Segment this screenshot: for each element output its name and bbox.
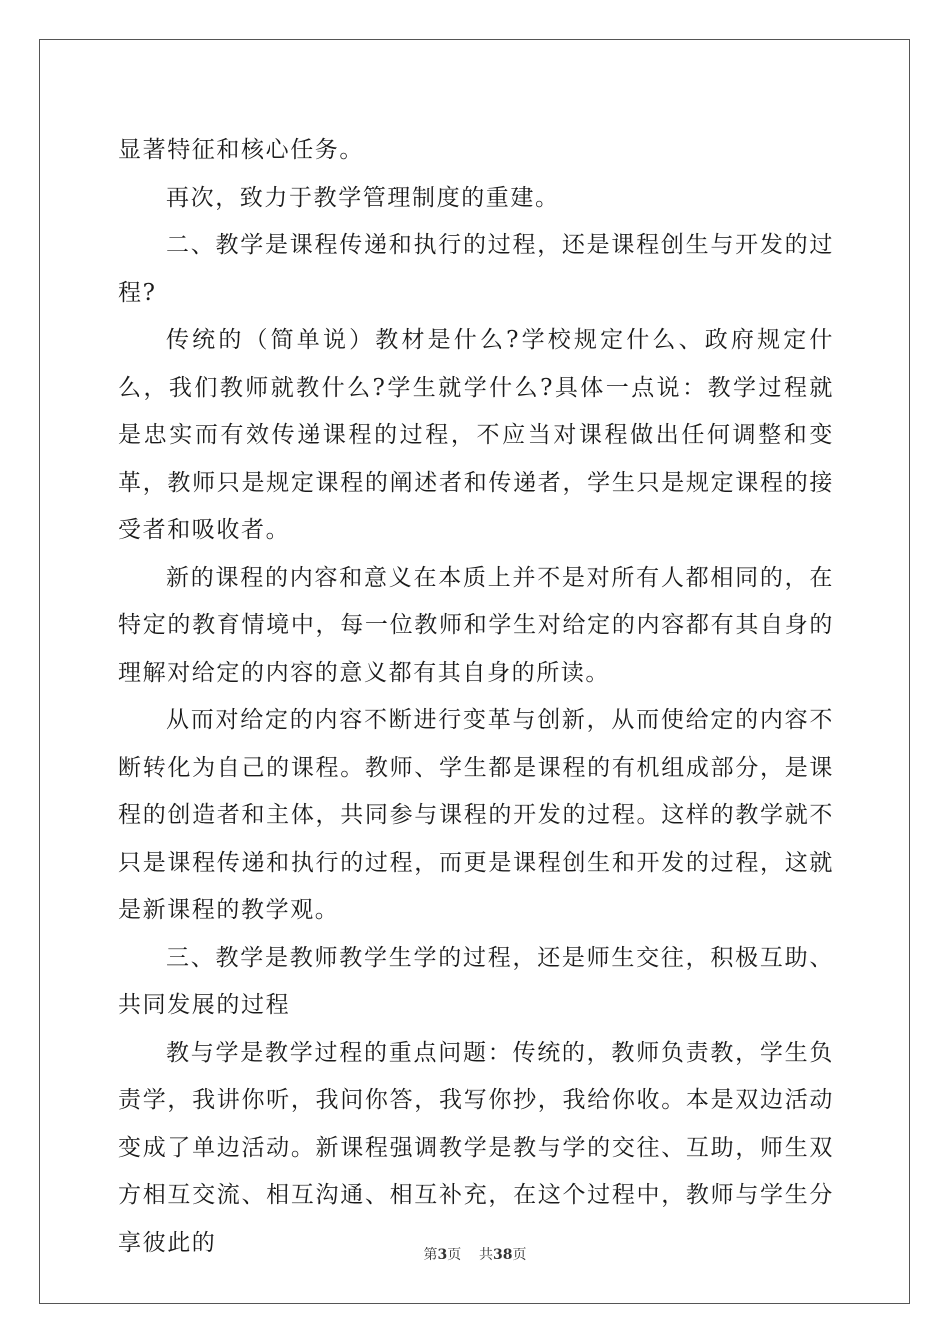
- paragraph: 显著特征和核心任务。: [118, 137, 364, 163]
- total-page-count: 38: [493, 1247, 513, 1263]
- footer-prefix: 第: [423, 1247, 438, 1263]
- paragraph: 三、教学是教师教学生学的过程，还是师生交往，积极互助、共同发展的过程: [118, 944, 834, 1018]
- paragraph: 从而对给定的内容不断进行变革与创新，从而使给定的内容不断转化为自己的课程。教师、学生都是课程的有机组成部分，是课程的创造者和主体，共同参与课程的开发的过程。这样的教学就不只是课程传递和执行的过程，而更是课程创生和开发的过程，这就是新课程的教学观。: [118, 707, 834, 923]
- page-footer: [0, 1244, 950, 1264]
- footer-middle: 页 共: [447, 1247, 494, 1263]
- footer-suffix: 页: [512, 1247, 527, 1263]
- current-page-number: 3: [437, 1247, 448, 1263]
- paragraph: 教与学是教学过程的重点问题：传统的，教师负责教，学生负责学，我讲你听，我问你答，我写你抄，我给你收。本是双边活动变成了单边活动。新课程强调教学是教与学的交往、互助，师生双方相互交流、相互沟通、相互补充，在这个过程中，教师与学生分享彼此的: [118, 1039, 834, 1256]
- paragraph: 再次，致力于教学管理制度的重建。: [166, 184, 560, 211]
- paragraph: 传统的（简单说）教材是什么?学校规定什么、政府规定什么，我们教师就教什么?学生就学什么?具体一点说：教学过程就是忠实而有效传递课程的过程，不应当对课程做出任何调整和变革，教师只是规定课程的阐述者和传递者，学生只是规定课程的接受者和吸收者。: [118, 327, 834, 543]
- paragraph: 二、教学是课程传递和执行的过程，还是课程创生与开发的过程?: [118, 232, 834, 306]
- paragraph: 新的课程的内容和意义在本质上并不是对所有人都相同的，在特定的教育情境中，每一位教师和学生对给定的内容都有其自身的理解对给定的内容的意义都有其自身的所读。: [118, 564, 834, 686]
- document-body: [118, 127, 834, 1267]
